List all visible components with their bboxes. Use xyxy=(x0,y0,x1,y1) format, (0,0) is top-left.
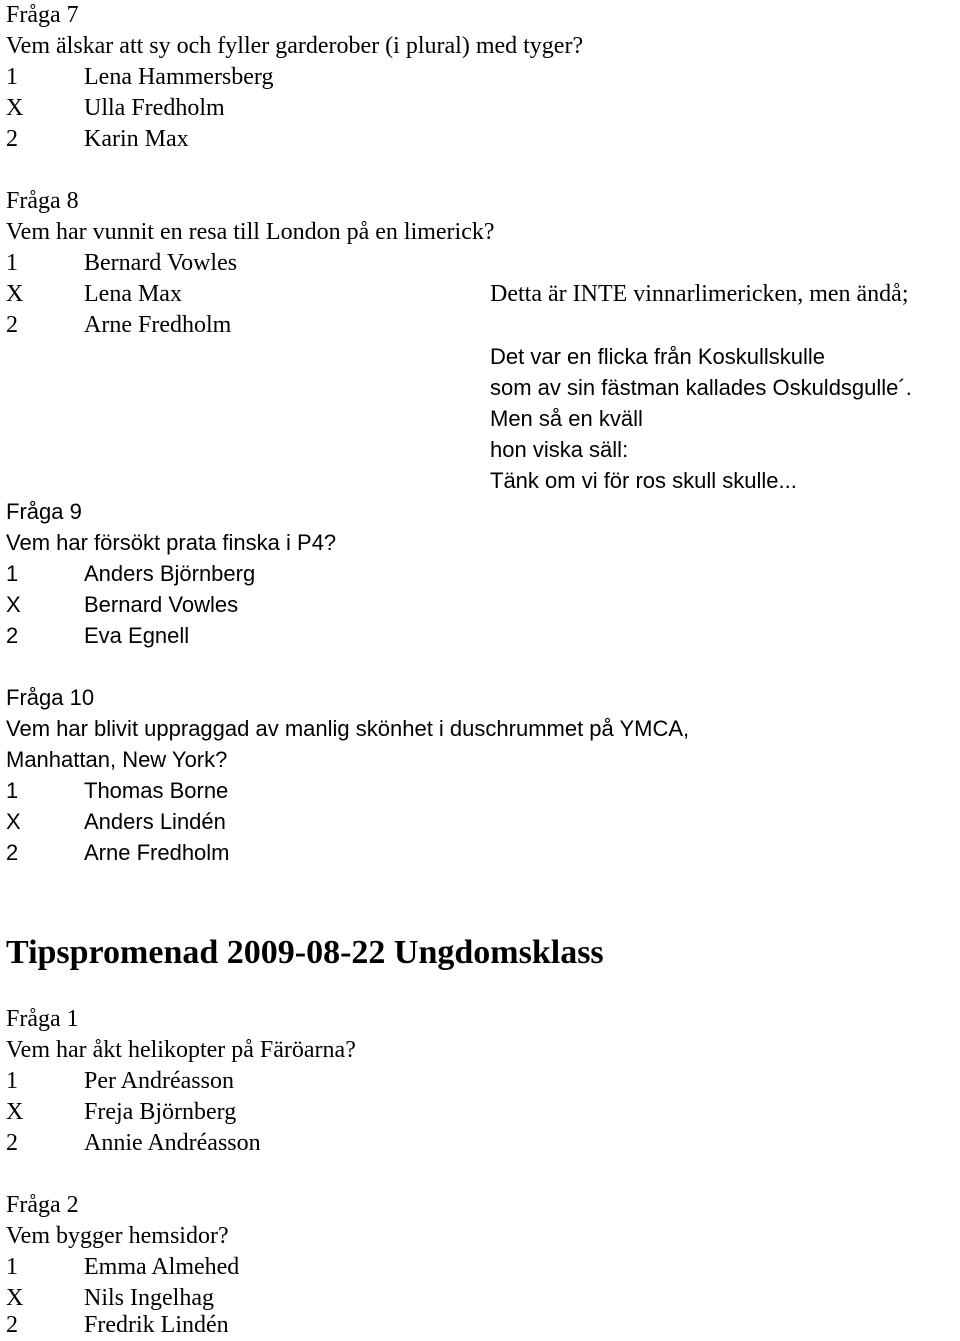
question-10-option-1 xyxy=(6,775,228,806)
youth-question-1-option-1 xyxy=(6,1066,234,1097)
question-8-text: Vem har vunnit en resa till London på en limerick? xyxy=(6,219,495,245)
youth-question-2-label: Fråga 2 xyxy=(6,1192,79,1218)
option-key: 1 xyxy=(6,1068,18,1094)
limerick-line-1: Det var en flicka från Koskullskulle xyxy=(490,344,826,369)
question-7-option-2 xyxy=(6,124,189,155)
limerick-line-4: hon viska säll: xyxy=(490,437,629,462)
limerick-line-2: som av sin fästman kallades Oskuldsgulle´. xyxy=(490,375,912,400)
question-9-label: Fråga 9 xyxy=(6,499,82,524)
question-8-option-x xyxy=(6,279,182,310)
option-text: Emma Almehed xyxy=(84,1254,240,1280)
option-text: Annie Andréasson xyxy=(84,1130,261,1156)
option-text: Karin Max xyxy=(84,126,189,152)
option-text: Anders Björnberg xyxy=(84,561,256,586)
option-text: Eva Egnell xyxy=(84,623,190,648)
youth-question-2-option-1 xyxy=(6,1252,239,1283)
question-9-text: Vem har försökt prata finska i P4? xyxy=(6,530,337,555)
section-heading: Tipspromenad 2009-08-22 Ungdomsklass xyxy=(6,934,604,971)
option-key: 2 xyxy=(6,623,19,648)
option-key: 1 xyxy=(6,250,18,276)
question-8-label: Fråga 8 xyxy=(6,188,79,214)
youth-question-1-option-x xyxy=(6,1097,236,1128)
option-text: Per Andréasson xyxy=(84,1068,234,1094)
option-key: 2 xyxy=(6,1130,18,1156)
question-7-text: Vem älskar att sy och fyller garderober (i plural) med tyger? xyxy=(6,33,584,59)
option-text: Arne Fredholm xyxy=(84,312,232,338)
option-text: Thomas Borne xyxy=(84,778,229,803)
option-key: X xyxy=(6,1285,24,1311)
youth-question-1-text: Vem har åkt helikopter på Färöarna? xyxy=(6,1037,356,1063)
option-key: 2 xyxy=(6,126,18,152)
option-text: Nils Ingelhag xyxy=(84,1285,214,1311)
option-text: Lena Max xyxy=(84,281,182,307)
youth-question-1-label: Fråga 1 xyxy=(6,1006,79,1032)
option-key: X xyxy=(6,809,21,834)
question-9-option-2 xyxy=(6,620,189,651)
option-text: Lena Hammersberg xyxy=(84,64,274,90)
question-10-text-line-2: Manhattan, New York? xyxy=(6,747,228,772)
option-text: Anders Lindén xyxy=(84,809,226,834)
question-7-option-x xyxy=(6,93,225,124)
question-9-option-1 xyxy=(6,558,255,589)
option-key: 1 xyxy=(6,64,18,90)
youth-question-2-option-2 xyxy=(6,1310,229,1341)
option-text: Bernard Vowles xyxy=(84,592,239,617)
youth-question-1-option-2 xyxy=(6,1128,261,1159)
option-text: Bernard Vowles xyxy=(84,250,238,276)
question-8-option-1 xyxy=(6,248,237,279)
question-10-text-line-1: Vem har blivit uppraggad av manlig skönhet i duschrummet på YMCA, xyxy=(6,716,690,741)
option-key: 2 xyxy=(6,1312,18,1338)
limerick-line-5: Tänk om vi för ros skull skulle... xyxy=(490,468,797,493)
option-text: Freja Björnberg xyxy=(84,1099,237,1125)
option-key: X xyxy=(6,95,24,121)
question-10-option-x xyxy=(6,806,226,837)
question-10-option-2 xyxy=(6,837,230,868)
option-key: X xyxy=(6,1099,24,1125)
question-7-label: Fråga 7 xyxy=(6,2,79,28)
option-key: 2 xyxy=(6,840,19,865)
question-10-label: Fråga 10 xyxy=(6,685,95,710)
option-key: 2 xyxy=(6,312,18,338)
option-text: Fredrik Lindén xyxy=(84,1312,229,1338)
limerick-line-3: Men så en kväll xyxy=(490,406,643,431)
option-text: Ulla Fredholm xyxy=(84,95,225,121)
youth-question-2-text: Vem bygger hemsidor? xyxy=(6,1223,229,1249)
option-text: Arne Fredholm xyxy=(84,840,230,865)
option-key: X xyxy=(6,592,21,617)
limerick-intro: Detta är INTE vinnarlimericken, men ändå; xyxy=(490,281,909,307)
question-8-option-2 xyxy=(6,310,231,341)
option-key: X xyxy=(6,281,24,307)
option-key: 1 xyxy=(6,1254,18,1280)
question-7-option-1 xyxy=(6,62,273,93)
option-key: 1 xyxy=(6,778,19,803)
question-9-option-x xyxy=(6,589,238,620)
option-key: 1 xyxy=(6,561,19,586)
